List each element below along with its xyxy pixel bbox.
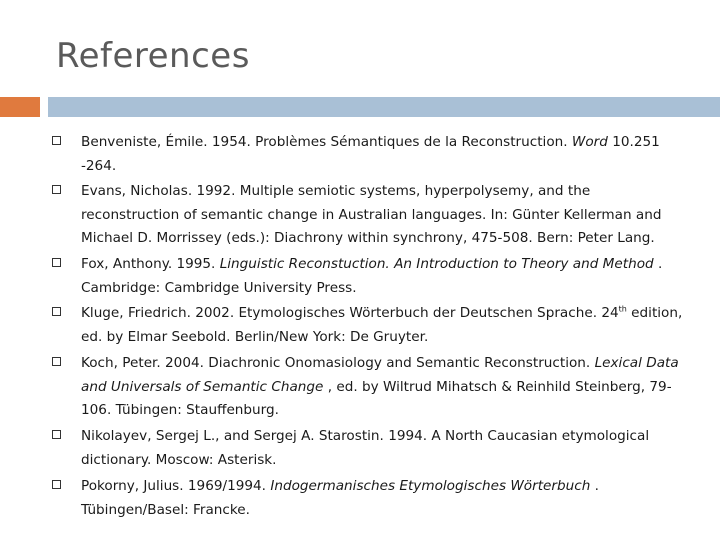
reference-text: Nikolayev, Sergej L., and Sergej A. Starostin. 1994. A North Caucasian etymological dictionary. Moscow: Asterisk. [81, 428, 650, 468]
reference-text: Fox, Anthony. 1995. Linguistic Reconstuction. An Introduction to Theory and Method . Cambridge: Cambridge University Press. [81, 256, 663, 296]
square-bullet-icon [52, 430, 61, 439]
accent-bar-orange [0, 97, 40, 117]
page-title: References [56, 36, 250, 76]
accent-bar-blue [48, 97, 720, 117]
square-bullet-icon [52, 480, 61, 489]
square-bullet-icon [52, 307, 61, 316]
square-bullet-icon [52, 258, 61, 267]
reference-text: Pokorny, Julius. 1969/1994. Indogermanisches Etymologisches Wörterbuch . Tübingen/Basel: Francke. [81, 478, 599, 518]
reference-text: Evans, Nicholas. 1992. Multiple semiotic systems, hyperpolysemy, and the reconstruction of semantic change in Australian languages. In: Günter Kellerman and Michael D. Morrissey (eds.): Diachrony within synchrony, 475-508. Bern: Peter Lang. [81, 183, 662, 246]
reference-text: Benveniste, Émile. 1954. Problèmes Sémantiques de la Reconstruction. Word 10.251 -264. [81, 134, 660, 174]
square-bullet-icon [52, 136, 61, 145]
reference-text: Koch, Peter. 2004. Diachronic Onomasiology and Semantic Reconstruction. Lexical Data and Universals of Semantic Change , ed. by Wiltrud Mihatsch & Reinhild Steinberg, 79-106. Tübingen: Stauffenburg. [81, 355, 679, 418]
reference-text: Kluge, Friedrich. 2002. Etymologisches Wörterbuch der Deutschen Sprache. 24th edition, ed. by Elmar Seebold. Berlin/New York: De Gruyter. [81, 304, 683, 345]
square-bullet-icon [52, 357, 61, 366]
square-bullet-icon [52, 185, 61, 194]
